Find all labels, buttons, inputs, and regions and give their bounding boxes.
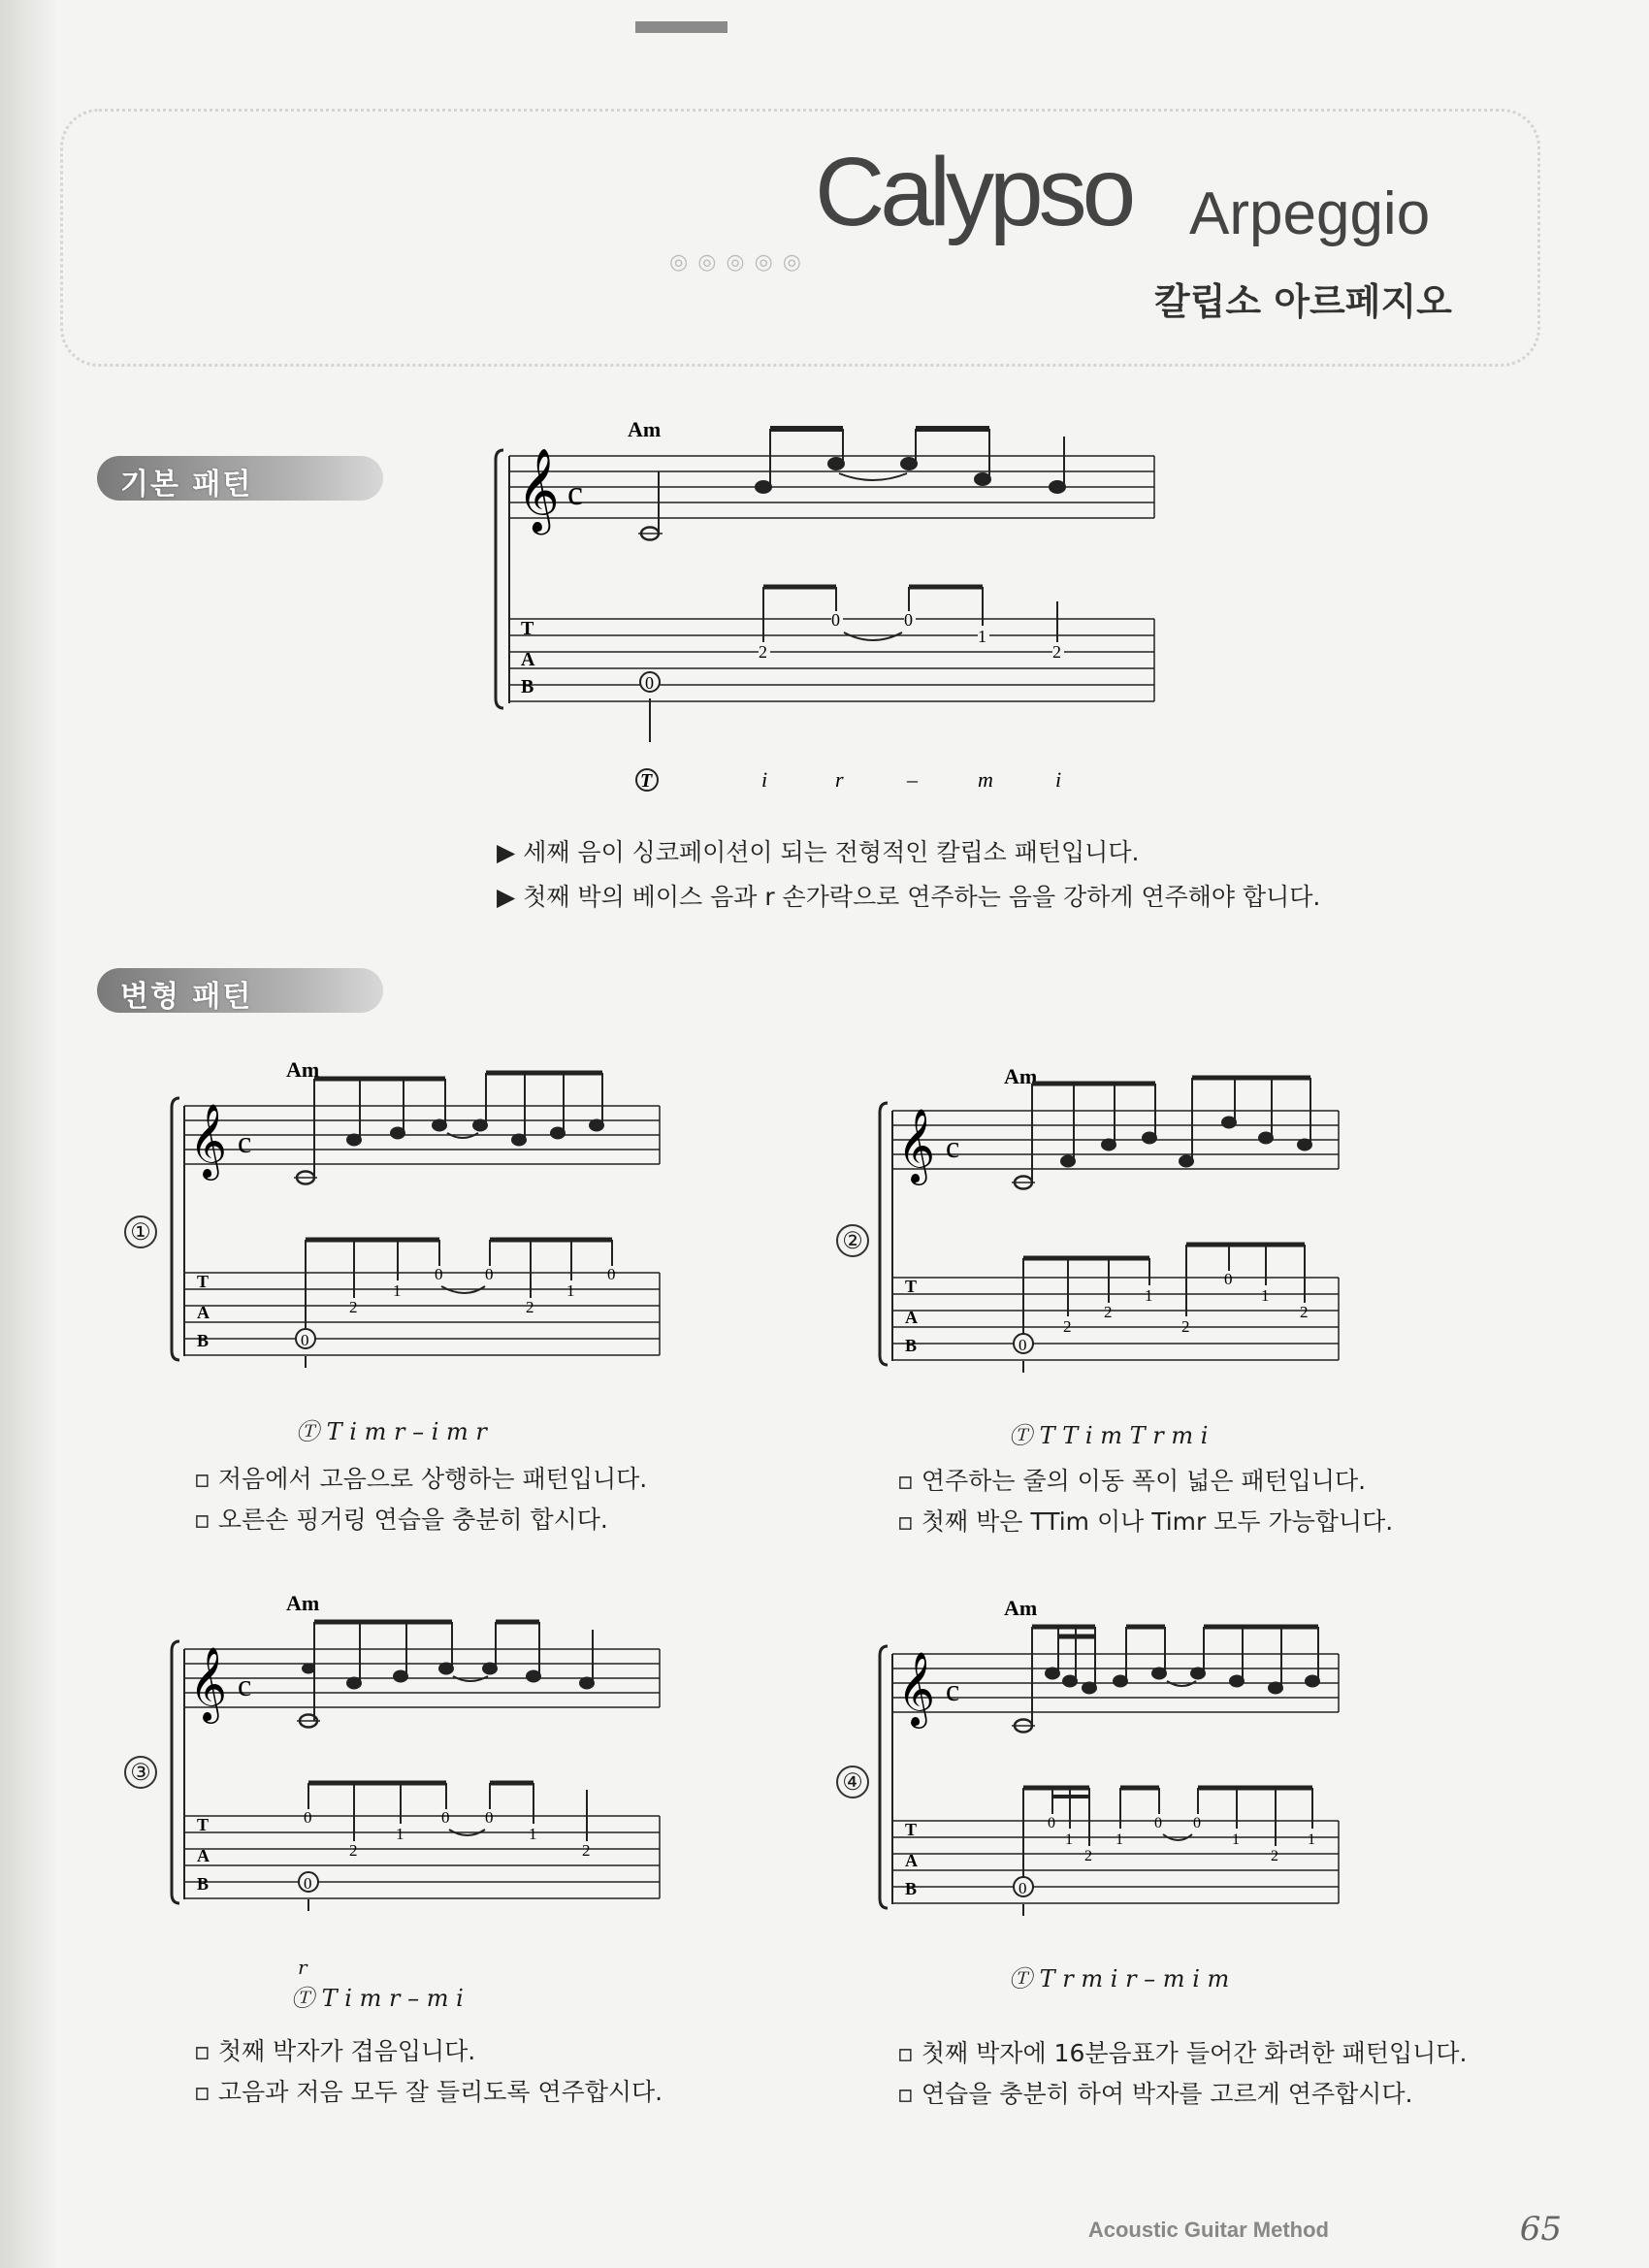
svg-text:B: B [905,1336,918,1355]
svg-text:2: 2 [349,1298,358,1316]
variation-2-number: ② [836,1224,869,1257]
svg-text:0: 0 [1154,1815,1162,1831]
variation-1-score [170,1048,674,1368]
svg-text:1: 1 [396,1825,404,1843]
svg-text:Am: Am [1004,1596,1038,1620]
variation-2-fingering: Ⓣ T T i m T r m i [1009,1422,1209,1449]
section-variation-pattern: 변형 패턴 [97,968,383,1013]
svg-text:Am: Am [286,1591,320,1615]
svg-text:1: 1 [566,1281,575,1300]
svg-text:2: 2 [1271,1848,1278,1864]
svg-text:T: T [521,618,534,639]
page-title: Calypso [815,138,1132,246]
svg-text:0: 0 [301,1331,309,1349]
svg-text:1: 1 [1261,1286,1270,1305]
variation-1-note-1: ▫ 저음에서 고음으로 상행하는 패턴입니다. [194,1465,648,1493]
svg-text:2: 2 [1300,1303,1309,1321]
variation-4-score [878,1596,1363,1916]
svg-text:0: 0 [1048,1815,1055,1831]
svg-text:1: 1 [1232,1831,1240,1848]
variation-2-score [878,1053,1363,1373]
variation-3-number: ③ [124,1756,157,1789]
svg-text:c: c [238,1124,252,1159]
svg-text:Am: Am [286,1057,320,1082]
svg-text:c: c [946,1129,960,1164]
svg-text:T: T [197,1272,210,1291]
svg-text:2: 2 [1052,642,1061,662]
svg-text:𝄞: 𝄞 [189,1649,228,1720]
svg-text:2: 2 [582,1841,591,1860]
svg-text:0: 0 [1193,1815,1201,1831]
treble-clef: 𝄞 [517,451,560,531]
variation-4-note-2: ▫ 연습을 충분히 하여 박자를 고르게 연주합시다. [897,2080,1413,2108]
svg-text:0: 0 [485,1808,494,1827]
svg-text:1: 1 [1145,1286,1153,1305]
svg-text:c: c [946,1672,960,1707]
variation-1-fingering: Ⓣ T i m r – i m r [296,1418,487,1445]
page-title-sub: Arpeggio [1189,180,1431,247]
svg-text:r: r [835,767,844,792]
svg-text:0: 0 [904,610,913,630]
svg-text:2: 2 [1063,1317,1072,1336]
variation-4-note-1: ▫ 첫째 박자에 16분음표가 들어간 화려한 패턴입니다. [897,2039,1468,2067]
variation-3-note-1: ▫ 첫째 박자가 겹음입니다. [194,2037,476,2065]
svg-text:T: T [640,770,653,792]
variation-2-note-2: ▫ 첫째 박은 TTim 이나 Timr 모두 가능합니다. [897,1507,1394,1536]
svg-text:1: 1 [1116,1831,1123,1848]
svg-text:0: 0 [435,1265,443,1283]
svg-text:B: B [905,1879,918,1898]
decorative-dots: ◎◎◎◎◎ [669,250,811,275]
svg-text:2: 2 [759,642,767,662]
variation-3-note-2: ▫ 고음과 저음 모두 잘 들리도록 연주합시다. [194,2078,663,2106]
svg-text:m: m [978,767,993,792]
basic-note-1: ▶ 세째 음이 싱코페이션이 되는 전형적인 칼립소 패턴입니다. [497,838,1140,866]
page-edge-shadow [0,0,58,2268]
svg-text:T: T [905,1820,918,1839]
svg-text:1: 1 [393,1281,402,1300]
svg-text:A: A [197,1303,210,1322]
variation-1-note-2: ▫ 오른손 핑거링 연습을 충분히 합시다. [194,1506,608,1534]
variation-3-score [170,1591,674,1911]
svg-text:T: T [197,1815,210,1834]
svg-text:A: A [905,1851,918,1870]
svg-text:Am: Am [1004,1064,1038,1088]
variation-2-note-1: ▫ 연주하는 줄의 이동 폭이 넓은 패턴입니다. [897,1467,1367,1495]
section-basic-pattern: 기본 패턴 [97,456,383,501]
basic-note-2: ▶ 첫째 박의 베이스 음과 r 손가락으로 연주하는 음을 강하게 연주해야 합니다. [497,883,1321,911]
svg-text:A: A [197,1846,210,1865]
variation-3-fingering-top: r [298,1956,307,1979]
chord-name: Am [628,417,662,441]
variation-3-fingering: Ⓣ T i m r – m i [291,1985,464,2012]
svg-text:0: 0 [1018,1336,1027,1354]
svg-text:1: 1 [978,627,986,646]
top-mark [635,21,728,33]
svg-text:2: 2 [526,1298,534,1316]
svg-text:0: 0 [485,1265,494,1283]
svg-text:c: c [238,1668,252,1702]
basic-pattern-score [490,417,1169,805]
svg-text:i: i [761,767,768,792]
svg-text:1: 1 [529,1825,537,1843]
svg-text:2: 2 [1084,1848,1092,1864]
svg-text:0: 0 [645,673,654,693]
svg-text:–: – [907,767,918,792]
svg-text:B: B [197,1874,210,1894]
svg-text:1: 1 [1308,1831,1315,1848]
variation-1-number: ① [124,1215,157,1248]
svg-text:0: 0 [1018,1879,1027,1897]
svg-text:2: 2 [349,1841,358,1860]
footer-book-title: Acoustic Guitar Method [1087,2218,1329,2242]
svg-text:0: 0 [831,610,840,630]
svg-text:2: 2 [1104,1303,1113,1321]
variation-4-fingering: Ⓣ T r m i r – m i m [1009,1965,1230,1993]
svg-text:0: 0 [304,1808,312,1827]
svg-text:A: A [905,1308,918,1327]
svg-text:𝄞: 𝄞 [897,1654,936,1725]
svg-text:i: i [1055,767,1062,792]
svg-text:0: 0 [1224,1270,1233,1288]
time-signature: c [567,473,583,512]
svg-text:0: 0 [304,1874,312,1893]
svg-text:𝄞: 𝄞 [189,1106,228,1177]
page-title-korean: 칼립소 아르페지오 [1154,280,1452,323]
svg-text:1: 1 [1065,1831,1073,1848]
svg-text:B: B [197,1331,210,1350]
variation-4-number: ④ [836,1766,869,1798]
svg-text:0: 0 [441,1808,450,1827]
svg-text:B: B [521,676,534,697]
svg-text:0: 0 [607,1265,616,1283]
page-number: 65 [1519,2210,1562,2249]
svg-text:𝄞: 𝄞 [897,1111,936,1182]
svg-text:T: T [905,1277,918,1296]
svg-text:A: A [521,649,535,670]
svg-text:2: 2 [1181,1317,1190,1336]
